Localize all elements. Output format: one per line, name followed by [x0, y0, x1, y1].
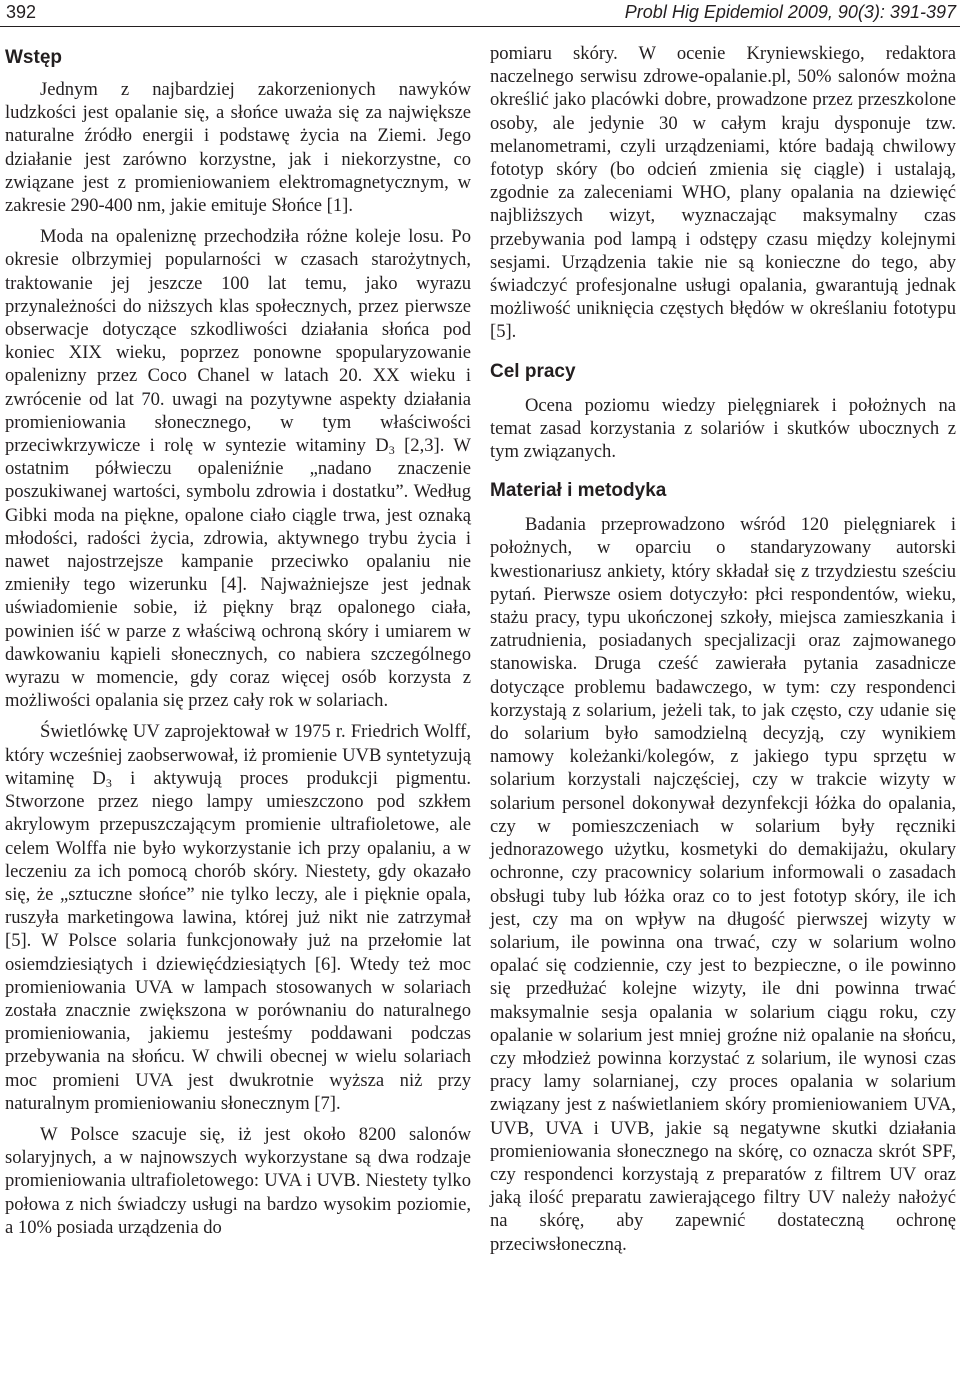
journal-citation: Probl Hig Epidemiol 2009, 90(3): 391-397	[624, 2, 956, 22]
paragraph-methods: Badania przeprowadzono wśród 120 pielęgniarek i położnych, w oparciu o standaryzowany autorski kwestionariusz ankiety, który składał się z trzydziestu sześciu pytań. Pierwsze osiem dotyczyło: płci respondentów, wieku, stażu pracy, typu ukończonej szkoły, miejsca zamieszkania i zatrudnienia, posiadanych specjalizacji oraz zajmowanego stanowiska. Druga cześć zawierała pytania zasadnicze dotyczące problemu badawczego, w tym: czy respondenci korzystają z solarium, jeżeli tak, to jak często, czy udanie się do solarium było samodzielną decyzją, czy wynikiem namowy koleżanki/kolegów, z jakiego typu sprzętu w solarium korzystali najczęściej, czy w trakcie wizyty w solarium personel dokonywał dezynfekcji łóżka do opalania, czy w pomieszczeniach w solarium były ręczniki jednorazowego użytku, kosmetyki do demakijażu, okulary ochronne, czy pracownicy solarium informowali o zasadach obsługi tuby lub łóżka oraz co to jest fototyp skóry, ile ich jest, czy ma on wpływ na długość pierwszej wizyty w solarium, ile powinna ona trwać, czy w solarium wolno opalać się codziennie, czy jest to bezpieczne, o ile powinno się przedłużać kolejne wizyty, ile dni powinna trwać maksymalnie sesja opalania w solarium ciągu roku, czy opalanie w solarium jest mniej groźne niż opalanie na słońcu, czy młodzież powinna korzystać z solarium, ile wynosi czas pracy lamy solarnianej, czy proces opalania w solarium związany jest z naświetlaniem skóry promieniowaniem UVA, UVB, UVA i UVB, jakie są negatywne skutki działania promieniowania słonecznego na skórę, co oznacza skrót SPF, czy respondenci korzystają z preparatów z filtrem UV oraz jaką ilość preparatu zawierającego filtry UV należy nałożyć na skórę, aby zapewnić dostateczną ochronę przeciwsłoneczną.	[490, 514, 956, 1255]
heading-methods: Materiał i metodyka	[490, 480, 667, 502]
header-rule	[0, 26, 960, 27]
paragraph-aim: Ocena poziomu wiedzy pielęgniarek i położnych na temat zasad korzystania z solariów i skutków ubocznych z tym związanych.	[490, 394, 956, 463]
running-header	[0, 0, 960, 26]
paragraph-intro-3	[5, 720, 471, 1114]
paragraph-intro-2-text-a: Moda na opaleniznę przechodziła różne koleje losu. Po okresie olbrzymiej popularności w czasach starożytnych, traktowanie jej jeszcze 100 lat temu, jako wyrazu przynależności do niższych klas społecznych, przez pierwsze obserwacje dotyczące szkodliwości działania słońca pod koniec XIX wieku, poprzez ponowne spopularyzowanie opalenizny przez Coco Chanel w latach 20. XX wieku i zwrócenie od lat 70. uwagi na pozytywne aspekty działania promieniowania słonecznego, w tym właściwości przeciwkrzywicze i rolę w syntezie witaminy D	[5, 226, 471, 457]
paragraph-intro-2	[5, 225, 471, 712]
paragraph-intro-3-text-a: Świetlówkę UV zaprojektował w 1975 r. Friedrich Wolff, który wcześniej zaobserwował, iż promienie UVB syntetyzują witaminę D	[5, 721, 471, 789]
heading-aim: Cel pracy	[490, 360, 576, 382]
right-column	[490, 42, 956, 1256]
page-number: 392	[6, 2, 37, 22]
paragraph-intro-4: W Polsce szacuje się, iż jest około 8200 salonów solaryjnych, a w najnowszych wykorzystane są dwa rodzaje promieniowania ultrafioletowego: UVA i UVB. Niestety tylko połowa z nich świadczy usługi na bardzo wysokim poziomie, a 10% posiada urządzenia do	[5, 1123, 471, 1238]
left-column	[5, 42, 471, 1239]
heading-introduction: Wstęp	[5, 47, 62, 68]
subscript-vitamin-d3: 3	[105, 775, 112, 790]
paragraph-intro-4-continued: pomiaru skóry. W ocenie Kryniewskiego, redaktora naczelnego serwisu zdrowe-opalanie.pl, 50% salonów można określić jako placówki dobre, prowadzone przez przeszkolone osoby, ale jedynie 30 w całym kraju dysponuje tzw. melanometrami, czyli urządzeniami, które badają chwilowy fototyp skóry (bo odcień zmienia się ciągle) i ustalają, zgodnie za zaleceniami WHO, plany opalania na dziewięć najbliższych wizyt, wyznaczając maksymalny czas przebywania pod lampą i odstępy czasu między kolejnymi sesjami. Urządzenia takie nie są konieczne do tego, aby świadczyć profesjonalne usługi opalania, gwarantują jednak możliwość uniknięcia częstych błędów w określaniu fototypu [5].	[490, 43, 956, 343]
paragraph-intro-2-text-b: [2,3]. W ostatnim półwieczu opaleniźnie „nadano znaczenie poszukiwanej wartości, symbolu zdrowia i dostatku”. Według Gibki moda na piękne, opalone ciało ciągle trwa, jest oznaką młodości, radości życia, zdrowia, aktywnego trybu życia i nawet najostrzejsze kampanie przeciwko opalaniu nie zmieniły tego wizerunku [4]. Najważniejsze jest jednak uświadomienie sobie, iż piękny brąz opalonego ciała, powinien iść w parze z właściwą ochroną skóry i umiarem w dawkowaniu kąpieli słonecznych, co nabiera szczególnego wyrazu w momencie, gdy coraz więcej osób korzysta z możliwości opalania się przez cały rok w solariach.	[5, 435, 471, 712]
paragraph-intro-3-text-b: i aktywują proces produkcji pigmentu. Stworzone przez niego lampy umieszczono pod szkłem akrylowym przepuszczającym promienie ultrafioletowe, ale celem Wolffa nie było wykorzystanie ich przy opalaniu, a w leczeniu za ich pomocą chorób skóry. Niestety, gdy okazało się, że „sztuczne słońce” nie tylko leczy, ale i pięknie opala, ruszyła marketingowa lawina, której już nikt nie zatrzymał [5]. W Polsce solaria funkcjonowały już na przełomie lat osiemdziesiątych i dziewięćdziesiątych [6]. Wtedy też moc promieniowania UVA w lampach stosowanych w solariach została znacznie zwiększona w porównaniu do naturalnego promieniowania, jakiemu jesteśmy poddawani podczas przebywania na słońcu. W chwili obecnej w wielu solariach moc promieni UVA jest dwukrotnie wyższa niż przy naturalnym promieniowaniu słonecznym [7].	[5, 767, 471, 1114]
paragraph-intro-1: Jednym z najbardziej zakorzenionych nawyków ludzkości jest opalanie się, a słońce uważa się za największe naturalne źródło energii i podstawę życia na Ziemi. Jego działanie jest zarówno korzystne, jak i niekorzystne, co związane jest z promieniowaniem elektromagnetycznym, w zakresie 290-400 nm, jakie emituje Słońce [1].	[5, 79, 471, 217]
subscript-vitamin-d3: 3	[388, 443, 395, 458]
